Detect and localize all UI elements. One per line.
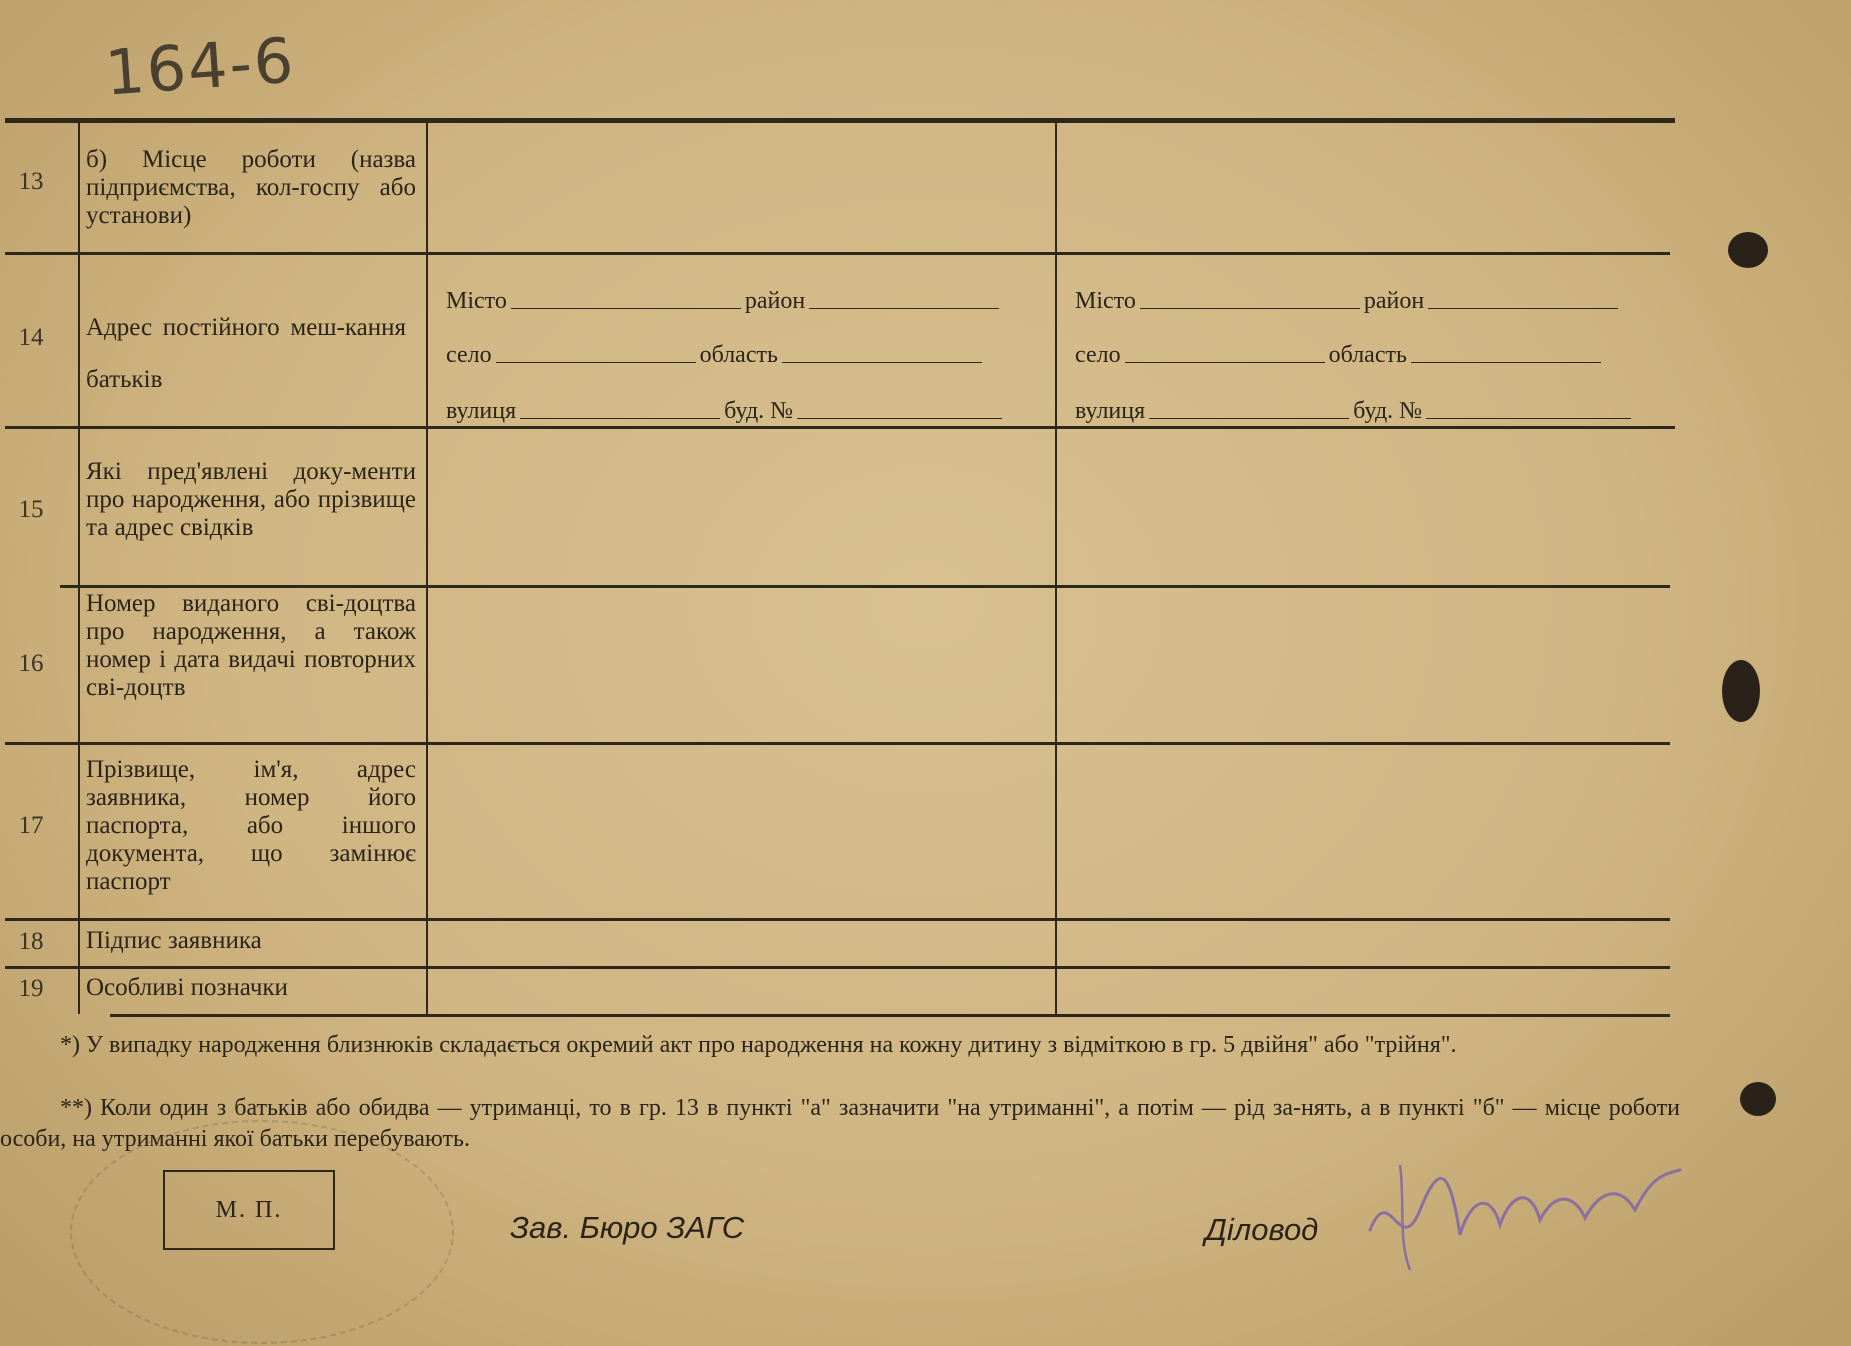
region-blank <box>782 362 982 363</box>
number-column-divider <box>78 122 80 1014</box>
row-number: 16 <box>18 650 44 677</box>
building-label: буд. № <box>724 398 794 424</box>
district-blank <box>1428 308 1618 309</box>
party-column-divider <box>1055 122 1057 1014</box>
row-divider <box>5 966 1670 969</box>
row-label: Особливі позначки <box>86 974 288 1001</box>
label-column-divider <box>426 122 428 1014</box>
village-label: село <box>446 342 492 368</box>
binder-hole <box>1740 1082 1776 1116</box>
building-blank <box>1426 418 1631 419</box>
row-label: Номер виданого сві-доцтва про народження, а також номер і дата видачі повторних сві-доцтв <box>86 590 416 701</box>
street-blank <box>1149 418 1349 419</box>
row-number: 18 <box>18 928 44 955</box>
city-blank <box>1140 308 1360 309</box>
region-blank <box>1411 362 1601 363</box>
city-label: Місто <box>446 288 507 314</box>
head-signature-label: Зав. Бюро ЗАГС <box>510 1210 745 1245</box>
building-label: буд. № <box>1353 398 1423 424</box>
address-city-line <box>1075 288 1670 315</box>
footnote-twins: *) У випадку народження близнюків складається окремий акт про народження на кожну дитину з відміткою в гр. 5 двійня" або "трійня". <box>60 1032 1457 1058</box>
village-blank <box>1125 362 1325 363</box>
region-label: область <box>699 342 778 368</box>
street-blank <box>520 418 720 419</box>
row-label: Прізвище, ім'я, адрес заявника, номер його паспорта, або іншого документа, що замінює паспорт <box>86 756 416 895</box>
region-label: область <box>1328 342 1407 368</box>
row-label: Які пред'явлені доку-менти про народження, або прізвище та адрес свідків <box>86 458 416 541</box>
city-blank <box>511 308 741 309</box>
building-blank <box>797 418 1002 419</box>
table-bottom-border <box>110 1014 1670 1017</box>
address-city-line <box>446 288 1051 315</box>
row-divider <box>5 918 1670 921</box>
binder-hole <box>1728 232 1768 268</box>
row-divider <box>5 742 1670 745</box>
clerk-signature <box>1360 1140 1690 1280</box>
district-blank <box>809 308 999 309</box>
street-label: вулиця <box>1075 398 1146 424</box>
street-label: вулиця <box>446 398 517 424</box>
table-top-border <box>5 118 1675 123</box>
clerk-signature-label: Діловод <box>1205 1212 1319 1247</box>
row-label: б) Місце роботи (назва підприємства, кол-госпу або установи) <box>86 146 416 229</box>
binder-hole <box>1722 660 1760 722</box>
stamp-place-box: М. П. <box>163 1170 335 1250</box>
district-label: район <box>744 288 806 314</box>
row-number: 15 <box>18 496 44 523</box>
row-divider <box>5 252 1670 255</box>
village-label: село <box>1075 342 1121 368</box>
row-label: Підпис заявника <box>86 927 262 954</box>
footnote-dependents: **) Коли один з батьків або обидва — утриманці, то в гр. 13 в пункті "а" зазначити "на утриманні", а потім — рід за-нять, а в пункті "б" — місце роботи особи, на утриманні якої батьки перебувають. <box>0 1095 1680 1152</box>
row-divider <box>5 426 1675 429</box>
archive-code: 164-6 <box>102 23 298 110</box>
address-village-line <box>1075 342 1670 369</box>
district-label: район <box>1363 288 1425 314</box>
row-divider <box>60 585 1670 588</box>
row-number: 14 <box>18 324 44 351</box>
row-number: 19 <box>18 975 44 1002</box>
row-number: 17 <box>18 812 44 839</box>
city-label: Місто <box>1075 288 1136 314</box>
row-number: 13 <box>18 168 44 195</box>
address-street-line <box>446 398 1051 425</box>
village-blank <box>496 362 696 363</box>
address-village-line <box>446 342 1051 369</box>
address-street-line <box>1075 398 1670 425</box>
row-label: Адрес постійного меш-кання батьків <box>86 314 406 393</box>
